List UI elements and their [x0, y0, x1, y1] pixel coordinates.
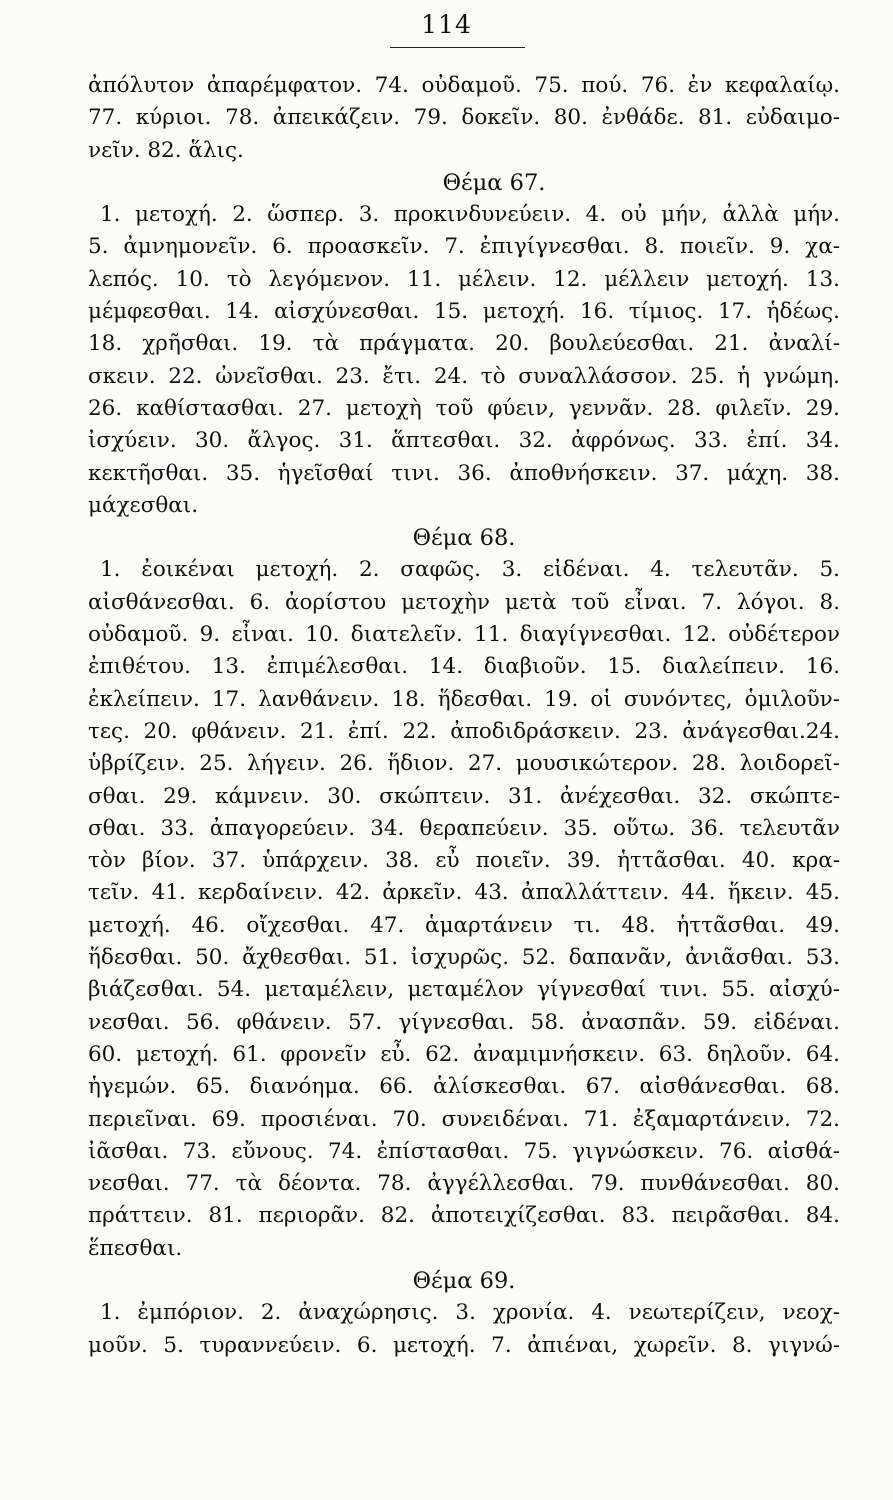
- text-line: ἥδεσθαι. 50. ἄχθεσθαι. 51. ἰσχυρῶς. 52. δαπανᾶν, ἀνιᾶσθαι. 53.: [88, 945, 840, 971]
- text-line: περιεῖναι. 69. προσιέναι. 70. συνειδέναι. 71. ἐξαμαρτάνειν. 72.: [88, 1106, 840, 1132]
- text-line: 26. καθίστασθαι. 27. μετοχὴ τοῦ φύειν, γεννᾶν. 28. φιλεῖν. 29.: [88, 395, 840, 421]
- text-line: αἰσθάνεσθαι. 6. ἀορίστου μετοχὴν μετὰ τοῦ εἶναι. 7. λόγοι. 8.: [88, 589, 840, 615]
- text-line: λεπός. 10. τὸ λεγόμενον. 11. μέλειν. 12. μέλλειν μετοχή. 13.: [88, 266, 840, 292]
- text-line: σκειν. 22. ὠνεῖσθαι. 23. ἔτι. 24. τὸ συναλλάσσον. 25. ἡ γνώμη.: [88, 363, 840, 389]
- text-line: ὑβρίζειν. 25. λήγειν. 26. ἥδιον. 27. μουσικώτερον. 28. λοιδορεῖ-: [88, 751, 840, 777]
- text-line: τεῖν. 41. κερδαίνειν. 42. ἀρκεῖν. 43. ἀπαλλάττειν. 44. ἥκειν. 45.: [88, 880, 840, 906]
- text-line: 60. μετοχή. 61. φρονεῖν εὖ. 62. ἀναμιμνήσκειν. 63. δηλοῦν. 64.: [88, 1041, 840, 1067]
- text-line: 1. ἐοικέναι μετοχή. 2. σαφῶς. 3. εἰδέναι. 4. τελευτᾶν. 5.: [100, 557, 840, 583]
- text-line: ἡγεμών. 65. διανόημα. 66. ἁλίσκεσθαι. 67. αἰσθάνεσθαι. 68.: [88, 1074, 840, 1100]
- text-line: νεσθαι. 56. φθάνειν. 57. γίγνεσθαι. 58. ἀνασπᾶν. 59. εἰδέναι.: [88, 1009, 840, 1035]
- text-line: νεσθαι. 77. τὰ δέοντα. 78. ἀγγέλλεσθαι. 79. πυνθάνεσθαι. 80.: [88, 1171, 840, 1197]
- text-line: οὐδαμοῦ. 9. εἶναι. 10. διατελεῖν. 11. διαγίγνεσθαι. 12. οὐδέτερον: [88, 622, 840, 648]
- section-heading: Θέμα 69.: [412, 1267, 516, 1294]
- text-line: σθαι. 29. κάμνειν. 30. σκώπτειν. 31. ἀνέχεσθαι. 32. σκώπτε-: [88, 783, 840, 809]
- text-line: μετοχή. 46. οἴχεσθαι. 47. ἁμαρτάνειν τι. 48. ἡττᾶσθαι. 49.: [88, 912, 840, 938]
- text-line: ἀπόλυτον ἀπαρέμφατον. 74. οὐδαμοῦ. 75. πού. 76. ἐν κεφαλαίῳ.: [88, 73, 840, 98]
- header-rule: [390, 47, 525, 48]
- page-body: [88, 70, 840, 1362]
- text-line: ἰσχύειν. 30. ἄλγος. 31. ἅπτεσθαι. 32. ἀφρόνως. 33. ἐπί. 34.: [88, 428, 840, 454]
- text-line: ἐκλείπειν. 17. λανθάνειν. 18. ἥδεσθαι. 19. οἱ συνόντες, ὁμιλοῦν-: [88, 686, 840, 712]
- text-line: ἐπιθέτου. 13. ἐπιμέλεσθαι. 14. διαβιοῦν. 15. διαλείπειν. 16.: [88, 654, 840, 680]
- text-line: νεῖν. 82. ἅλις.: [88, 137, 244, 163]
- text-line: ἕπεσθαι.: [88, 1235, 183, 1261]
- section-heading: Θέμα 67.: [442, 169, 546, 196]
- text-line: 5. ἀμνημονεῖν. 6. προασκεῖν. 7. ἐπιγίγνεσθαι. 8. ποιεῖν. 9. χα-: [88, 234, 840, 260]
- text-line: βιάζεσθαι. 54. μεταμέλειν, μεταμέλον γίγνεσθαί τινι. 55. αἰσχύ-: [88, 977, 840, 1003]
- text-line: μοῦν. 5. τυραννεύειν. 6. μετοχή. 7. ἀπιέναι, χωρεῖν. 8. γιγνώ-: [88, 1332, 840, 1358]
- text-line: 77. κύριοι. 78. ἀπεικάζειν. 79. δοκεῖν. 80. ἐνθάδε. 81. εὐδαιμο-: [88, 105, 840, 131]
- text-line: μάχεσθαι.: [88, 492, 199, 518]
- text-line: 18. χρῆσθαι. 19. τὰ πράγματα. 20. βουλεύεσθαι. 21. ἀναλί-: [88, 331, 840, 357]
- text-line: κεκτῆσθαι. 35. ἡγεῖσθαί τινι. 36. ἀποθνήσκειν. 37. μάχη. 38.: [88, 460, 840, 486]
- text-line: πράττειν. 81. περιορᾶν. 82. ἀποτειχίζεσθαι. 83. πειρᾶσθαι. 84.: [88, 1203, 840, 1229]
- section-heading: Θέμα 68.: [412, 525, 516, 552]
- text-line: 1. ἐμπόριον. 2. ἀναχώρησις. 3. χρονία. 4. νεωτερίζειν, νεοχ-: [100, 1300, 840, 1326]
- text-line: ἰᾶσθαι. 73. εὔνους. 74. ἐπίστασθαι. 75. γιγνώσκειν. 76. αἰσθά-: [88, 1138, 840, 1164]
- text-line: τὸν βίον. 37. ὑπάρχειν. 38. εὖ ποιεῖν. 39. ἡττᾶσθαι. 40. κρα-: [88, 848, 840, 874]
- page-number: 114: [421, 10, 472, 39]
- text-line: μέμφεσθαι. 14. αἰσχύνεσθαι. 15. μετοχή. 16. τίμιος. 17. ἡδέως.: [88, 299, 840, 325]
- text-line: 1. μετοχή. 2. ὥσπερ. 3. προκινδυνεύειν. 4. οὐ μήν, ἀλλὰ μήν.: [100, 202, 840, 228]
- text-line: τες. 20. φθάνειν. 21. ἐπί. 22. ἀποδιδράσκειν. 23. ἀνάγεσθαι.24.: [88, 718, 840, 744]
- text-line: σθαι. 33. ἀπαγορεύειν. 34. θεραπεύειν. 35. οὕτω. 36. τελευτᾶν: [88, 815, 840, 841]
